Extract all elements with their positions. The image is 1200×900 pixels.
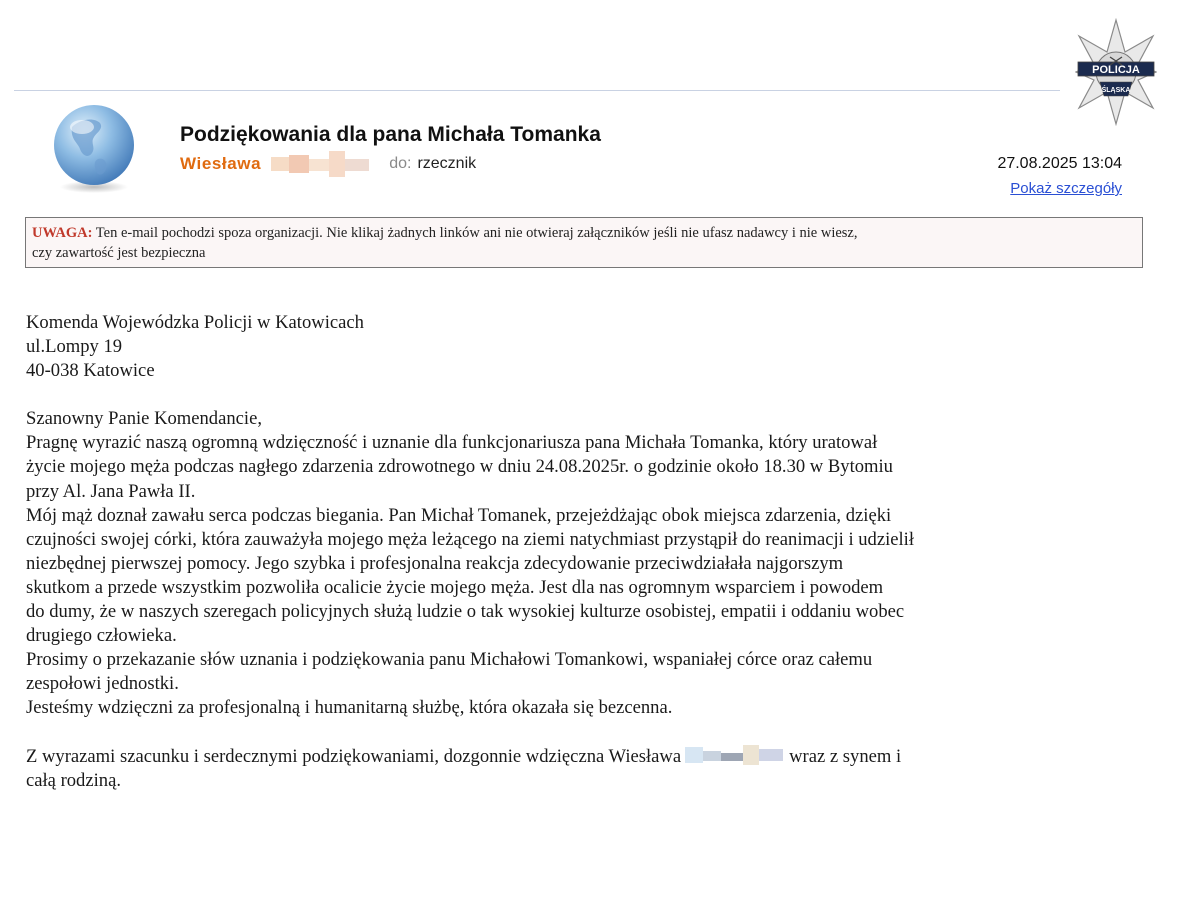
body-line: czujności swojej córki, która zauważyła mojego męża leżącego na ziemi natychmiast przystąpił do reanimacji i udzielił bbox=[26, 528, 915, 550]
closing-text: Z wyrazami szacunku i serdecznymi podziękowaniami, dozgonnie wdzięczna Wiesława bbox=[26, 745, 682, 767]
globe-icon bbox=[50, 103, 138, 195]
external-warning-banner bbox=[25, 217, 1143, 268]
body-line: zespołowi jednostki. bbox=[26, 673, 179, 695]
body-line: drugiego człowieka. bbox=[26, 625, 177, 647]
body-line: przy Al. Jana Pawła II. bbox=[26, 480, 196, 502]
sender-name[interactable]: Wiesława bbox=[180, 154, 262, 173]
address-line: Komenda Wojewódzka Policji w Katowicach bbox=[26, 312, 364, 333]
logo-top-text: POLICJA bbox=[1092, 64, 1140, 76]
email-subject: Podziękowania dla pana Michała Tomanka bbox=[180, 123, 601, 146]
warning-text-line2: czy zawartość jest bezpieczna bbox=[32, 245, 206, 261]
body-line: skutkom a przede wszystkim pozwoliła ocalicie życie mojego męża. Jest dla nas ogromnym wsparciem i powodem bbox=[26, 576, 884, 598]
address-line: ul.Lompy 19 bbox=[26, 336, 123, 358]
body-line: Szanowny Panie Komendancie, bbox=[26, 408, 262, 430]
body-line: do dumy, że w naszych szeregach policyjnych służą ludzie o tak wysokiej kulturze osobistej, empatii i oddaniu wobec bbox=[26, 601, 905, 623]
body-line: życie mojego męża podczas nagłego zdarzenia zdrowotnego w dniu 24.08.2025r. o godzinie około 18.30 w Bytomiu bbox=[26, 456, 893, 478]
body-line: Prosimy o przekazanie słów uznania i podziękowania panu Michałowi Tomankowi, wspaniałej córce oraz całemu bbox=[26, 649, 873, 671]
body-line: Jesteśmy wdzięczni za profesjonalną i humanitarną służbę, która okazała się bezcenna. bbox=[26, 697, 673, 719]
redacted-surname bbox=[271, 151, 371, 177]
recipient[interactable]: rzecznik bbox=[417, 155, 477, 172]
body-line: Mój mąż doznał zawału serca podczas biegania. Pan Michał Tomanek, przejeżdżając obok miejsca zdarzenia, dzięki bbox=[26, 504, 892, 526]
warning-text-line1: Ten e-mail pochodzi spoza organizacji. Nie klikaj żadnych linków ani nie otwieraj załączników jeśli nie ufasz nadawcy i nie wiesz, bbox=[95, 225, 858, 241]
body-line: niezbędnej pierwszej pomocy. Jego szybka i profesjonalna reakcja zdecydowanie przeciwdziałała najgorszym bbox=[26, 552, 844, 574]
closing-text-after: wraz z synem i bbox=[789, 745, 902, 767]
closing-line bbox=[26, 745, 1156, 769]
redacted-signature-surname bbox=[683, 745, 787, 765]
closing-line-2: całą rodziną. bbox=[26, 769, 121, 791]
email-body bbox=[26, 311, 1156, 793]
to-label: do: bbox=[389, 155, 412, 172]
body-line: Pragnę wyrazić naszą ogromną wdzięczność i uznanie dla funkcjonariusza pana Michała Tomanka, który uratował bbox=[26, 432, 878, 454]
logo-bottom-text: ŚLĄSKA bbox=[1101, 87, 1131, 94]
police-star-logo bbox=[1075, 18, 1157, 126]
warning-label: UWAGA: bbox=[32, 225, 93, 241]
sender-line bbox=[180, 152, 476, 176]
show-details-link[interactable]: Pokaż szczegóły bbox=[1010, 180, 1122, 197]
address-line: 40-038 Katowice bbox=[26, 360, 155, 382]
email-datetime: 27.08.2025 13:04 bbox=[997, 155, 1122, 172]
header-divider bbox=[14, 90, 1060, 91]
